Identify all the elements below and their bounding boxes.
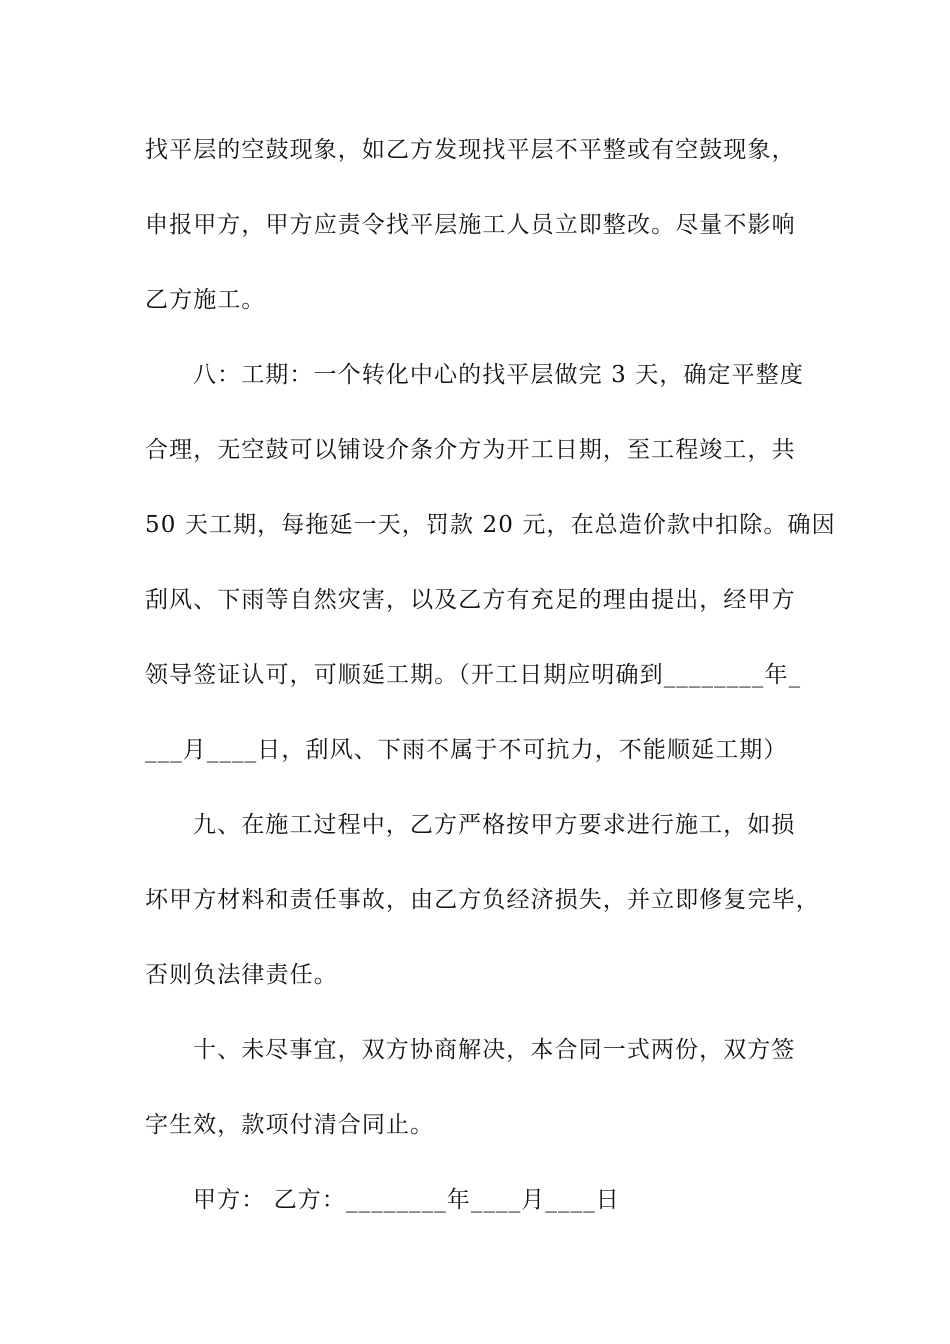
text-line: 字生效，款项付清合同止。 — [145, 1112, 435, 1138]
text-line: 乙方施工。 — [145, 287, 266, 313]
text-line: 申报甲方，甲方应责令找平层施工人员立即整改。尽量不影响 — [145, 212, 796, 238]
text-line: 50 天工期，每拖延一天，罚款 20 元，在总造价款中扣除。确因 — [145, 512, 836, 538]
text-line: ___月____日，刮风、下雨不属于不可抗力，不能顺延工期） — [145, 737, 788, 763]
text-line: 否则负法律责任。 — [145, 962, 338, 988]
clause-8-heading-line: 八：工期：一个转化中心的找平层做完 3 天，确定平整度 — [193, 362, 804, 388]
text-line: 领导签证认可，可顺延工期。（开工日期应明确到________年_ — [145, 662, 802, 688]
signature-line: 甲方： 乙方：________年____月____日 — [193, 1187, 620, 1213]
clause-10-heading-line: 十、未尽事宜，双方协商解决，本合同一式两份，双方签 — [193, 1037, 796, 1063]
text-line: 找平层的空鼓现象，如乙方发现找平层不平整或有空鼓现象， — [145, 137, 796, 163]
text-line: 合理，无空鼓可以铺设介条介方为开工日期，至工程竣工，共 — [145, 437, 796, 463]
text-line: 刮风、下雨等自然灾害，以及乙方有充足的理由提出，经甲方 — [145, 587, 796, 613]
clause-9-heading-line: 九、在施工过程中，乙方严格按甲方要求进行施工，如损 — [193, 812, 796, 838]
text-line: 坏甲方材料和责任事故，由乙方负经济损失，并立即修复完毕， — [145, 887, 820, 913]
